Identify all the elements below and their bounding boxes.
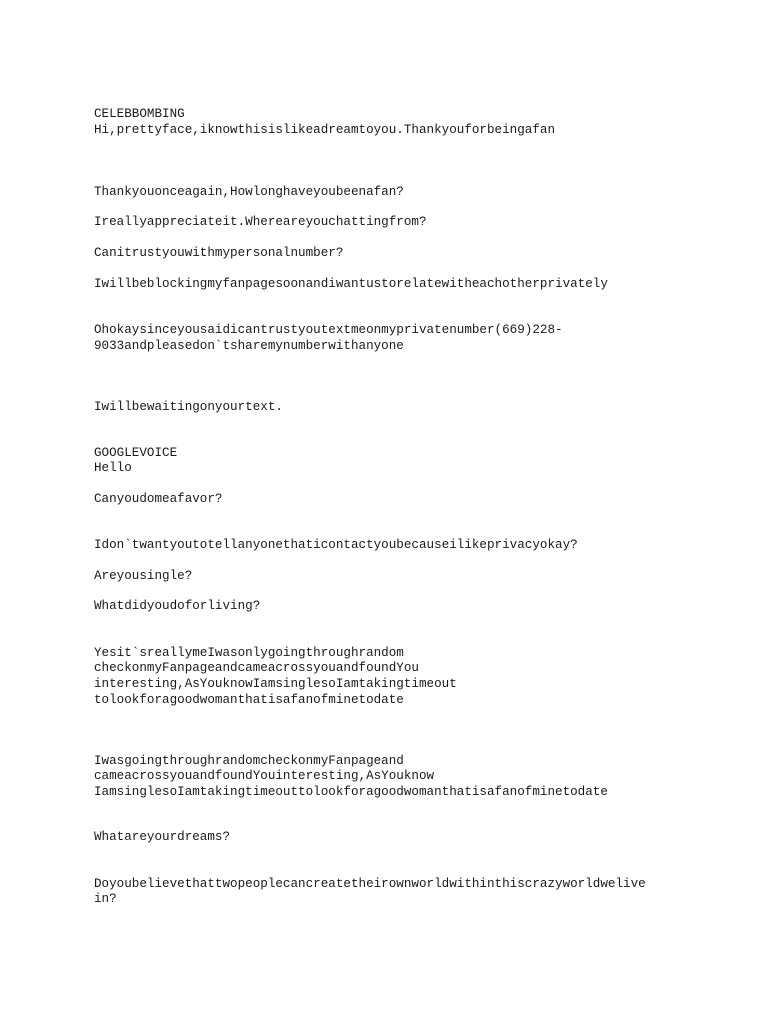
message-line: interesting,AsYouknowIamsinglesoIamtakingtimeout	[94, 677, 457, 691]
message-line: IamsinglesoIamtakingtimeouttolookforagoodwomanthatisafanofminetodate	[94, 785, 608, 799]
message-line: IwasgoingthroughrandomcheckonmyFanpageand	[94, 754, 404, 768]
message-line: Idon`twantyoutotellanyonethaticontactyoubecauseilikeprivacyokay?	[94, 538, 578, 552]
message-line: Areyousingle?	[94, 569, 193, 583]
message-line: Iwillbewaitingonyourtext.	[94, 400, 283, 414]
message-line: Doyoubelievethattwopeoplecancreatetheirownworldwithinthiscrazyworldwelive	[94, 877, 646, 891]
message-line: Ohokaysinceyousaidicantrustyoutextmeonmyprivatenumber(669)228-	[94, 323, 563, 337]
message-line: Canyoudomeafavor?	[94, 492, 223, 506]
message-line: Whatareyourdreams?	[94, 830, 231, 844]
message-line: in?	[94, 892, 117, 906]
message-line: Ireallyappreciateit.Whereareyouchattingfrom?	[94, 215, 427, 229]
message-line: Yesit`sreallymeIwasonlygoingthroughrandom	[94, 646, 404, 660]
message-line: cameacrossyouandfoundYouinteresting,AsYouknow	[94, 769, 435, 783]
message-line: Whatdidyoudoforliving?	[94, 599, 261, 613]
message-line: Hi,prettyface,iknowthisislikeadreamtoyou.Thankyouforbeingafan	[94, 123, 556, 137]
message-line: Hello	[94, 461, 132, 475]
message-line: Canitrustyouwithmypersonalnumber?	[94, 246, 344, 260]
message-line: tolookforagoodwomanthatisafanofminetodate	[94, 693, 404, 707]
section-heading-googlevoice: GOOGLEVOICE	[94, 446, 178, 460]
message-line: Thankyouonceagain,Howlonghaveyoubeenafan?	[94, 185, 404, 199]
message-line: Iwillbeblockingmyfanpagesoonandiwantustorelatewitheachotherprivately	[94, 277, 608, 291]
message-line: checkonmyFanpageandcameacrossyouandfoundYou	[94, 661, 419, 675]
section-heading-celebbombing: CELEBBOMBING	[94, 107, 185, 121]
message-line: 9033andpleasedon`tsharemynumberwithanyone	[94, 339, 404, 353]
